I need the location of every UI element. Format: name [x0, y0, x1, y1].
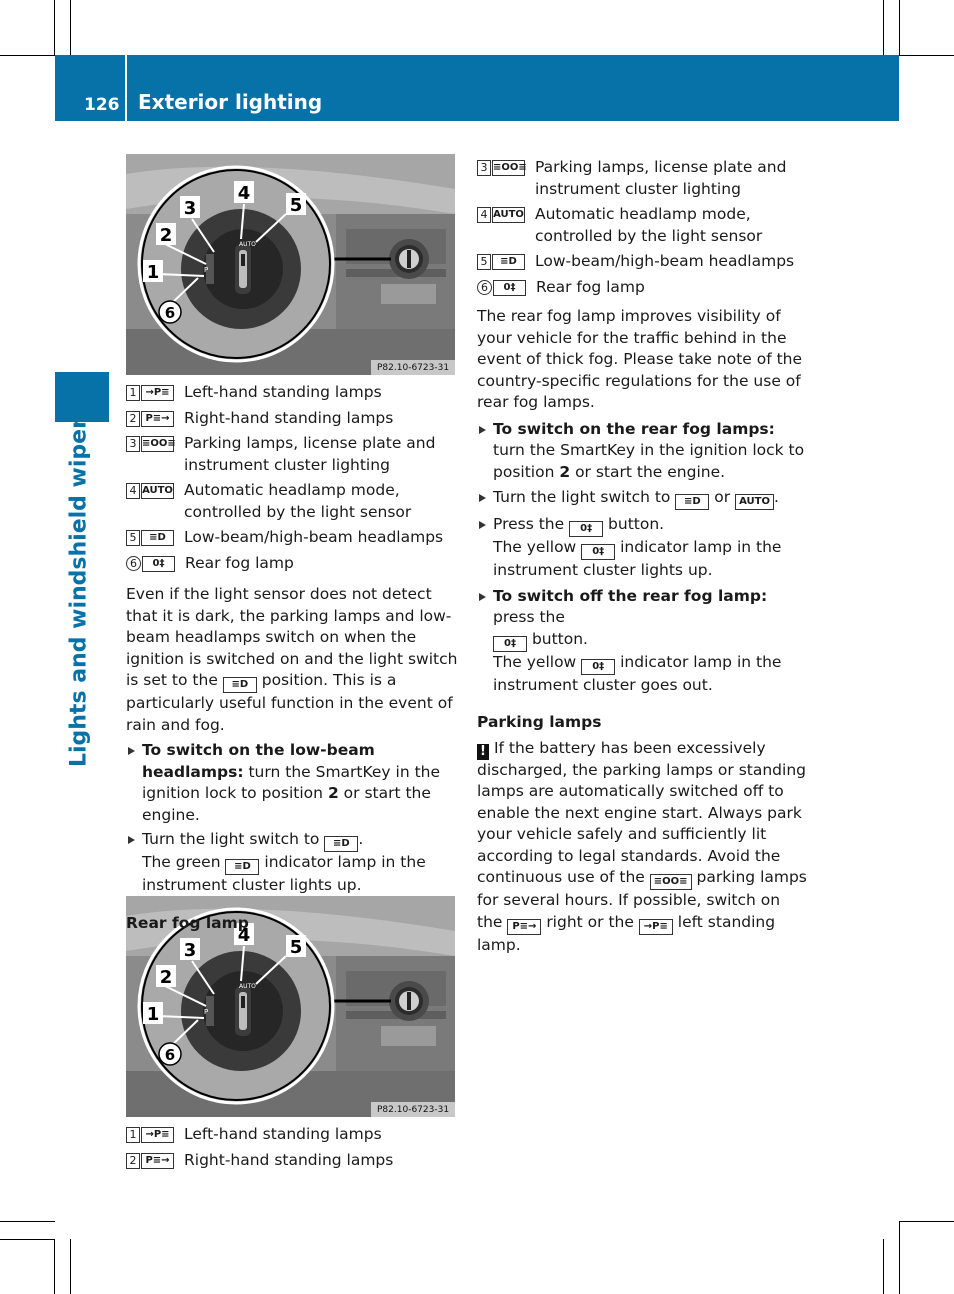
lowbeam-symbol-icon: ≡D — [225, 859, 259, 875]
fog-symbol-icon: 0‡ — [493, 636, 527, 652]
legend-symbol-icon: ≡OO≡ — [492, 160, 525, 176]
crop-mark — [899, 55, 954, 56]
crop-mark — [0, 1221, 55, 1222]
legend-item — [126, 1124, 458, 1146]
page-number: 126 — [84, 95, 120, 115]
header-divider — [125, 55, 127, 121]
legend-number: 1 — [126, 385, 140, 401]
svg-text:3: 3 — [183, 940, 197, 961]
svg-text:P: P — [204, 1008, 209, 1016]
legend-item — [477, 251, 809, 273]
legend-symbol-icon: P≡→ — [141, 1153, 174, 1169]
legend-item — [126, 408, 458, 430]
legend-item — [126, 527, 458, 549]
fog-symbol-icon: 0‡ — [581, 544, 615, 560]
step-arrow-icon — [479, 521, 486, 529]
svg-text:6: 6 — [164, 1046, 176, 1064]
legend-symbol-icon: ≡OO≡ — [141, 436, 174, 452]
legend-text: Rear fog lamp — [185, 553, 294, 572]
legend-number: 1 — [126, 1127, 140, 1143]
light-switch-figure-1 — [126, 154, 455, 375]
step-turn-switch: Turn the light switch to ≡D . The green ≡D indicator lamp in the instrument cluster lights up. — [126, 829, 458, 897]
svg-text:5: 5 — [289, 937, 303, 958]
crop-mark — [54, 0, 55, 55]
svg-text:1: 1 — [146, 1004, 160, 1025]
parking-heading: Parking lamps — [477, 713, 602, 731]
right-column — [477, 157, 809, 956]
legend-text: Left-hand standing lamps — [184, 383, 382, 401]
fog-symbol-icon: 0‡ — [569, 521, 603, 537]
step-fog-press: Press the 0‡ button. The yellow 0‡ indicator lamp in the instrument cluster lights up. — [477, 514, 809, 582]
switch-auto-label: AUTO — [239, 241, 256, 248]
legend-item — [126, 1150, 458, 1172]
section-tab-label: Lights and windshield wipers — [66, 404, 92, 768]
crop-mark — [70, 0, 71, 55]
right-standing-lamp-icon: P≡→ — [507, 919, 541, 935]
crop-mark — [0, 1239, 55, 1240]
crop-mark — [899, 1221, 900, 1294]
step-arrow-icon — [479, 426, 486, 434]
svg-text:P: P — [204, 266, 209, 274]
svg-text:2: 2 — [159, 967, 173, 988]
page-title: Exterior lighting — [138, 90, 323, 114]
legend-item — [477, 157, 809, 200]
svg-text:4: 4 — [237, 925, 251, 946]
legend-symbol-icon: →P≡ — [141, 385, 174, 401]
legend-text: Left-hand standing lamps — [184, 1125, 382, 1143]
step-fog-on: To switch on the rear fog lamps: turn the SmartKey in the ignition lock to position 2 or start the engine. — [477, 419, 809, 484]
legend-list — [477, 157, 809, 298]
left-standing-lamp-icon: →P≡ — [639, 919, 673, 935]
figure-caption: P82.10-6723-31 — [377, 363, 450, 373]
left-column-bottom — [126, 1124, 458, 1175]
parking-lamp-symbol-icon: ≡OO≡ — [650, 874, 692, 890]
step-arrow-icon — [479, 494, 486, 502]
svg-text:1: 1 — [146, 262, 160, 283]
legend-text: Right-hand standing lamps — [184, 408, 394, 427]
legend-symbol-icon: ≡D — [492, 254, 525, 270]
legend-number: 4 — [477, 207, 491, 223]
legend-item — [126, 382, 458, 404]
legend-list — [126, 1124, 458, 1171]
fog-symbol-icon: 0‡ — [581, 659, 615, 675]
switch-auto-label: AUTO — [239, 983, 256, 990]
svg-text:3: 3 — [183, 198, 197, 219]
legend-list — [126, 382, 458, 574]
legend-text: Low-beam/high-beam headlamps — [184, 528, 444, 546]
auto-symbol-icon: AUTO — [735, 494, 774, 510]
step-arrow-icon — [128, 747, 135, 755]
parking-warning: ! If the battery has been excessively discharged, the parking lamps or standing lamps are automatically switched off to enable the next engine start. Always park your vehicle safely and sufficiently lit according to legal standards. Avoid the continuous use of the ≡OO≡ parking lamps for several hours. If possible, switch on the P≡→ right or the →P≡ left standing lamp. — [477, 738, 807, 954]
step-fog-off: To switch off the rear fog lamp: press the 0‡ button. The yellow 0‡ indicator lamp in the instrument cluster goes out. — [477, 586, 809, 697]
legend-text: Parking lamps, license plate and instrument cluster lighting — [184, 434, 436, 474]
lowbeam-symbol-icon: ≡D — [675, 494, 709, 510]
legend-text: Low-beam/high-beam headlamps — [535, 252, 795, 270]
legend-text: Parking lamps, license plate and instrument cluster lighting — [535, 158, 787, 198]
crop-mark — [883, 1239, 884, 1294]
legend-number: 3 — [126, 436, 140, 452]
svg-text:6: 6 — [164, 304, 176, 322]
legend-item — [477, 277, 809, 299]
legend-number: 5 — [477, 254, 491, 270]
rear-fog-intro: The rear fog lamp improves visibility of your vehicle for the traffic behind in the event of thick fog. Please take note of the country-specific regulations for the use of rear fog lamps. — [477, 307, 803, 411]
legend-item — [126, 433, 458, 476]
svg-text:5: 5 — [289, 195, 303, 216]
legend-text: Right-hand standing lamps — [184, 1150, 394, 1169]
figure-caption: P82.10-6723-31 — [377, 1105, 450, 1115]
legend-item — [126, 480, 458, 523]
crop-mark — [899, 1221, 954, 1222]
warning-icon: ! — [477, 744, 489, 760]
legend-text: Automatic headlamp mode, controlled by the light sensor — [184, 481, 412, 521]
legend-item — [477, 204, 809, 247]
step-arrow-icon — [479, 593, 486, 601]
crop-mark — [0, 55, 55, 56]
crop-mark — [899, 0, 900, 55]
intro-paragraph: Even if the light sensor does not detect that it is dark, the parking lamps and low-beam headlamps switch on when the ignition is switched on and the light switch is set to the ≡D position. This is a particularly useful function in the event of rain and fog. — [126, 585, 458, 734]
left-column — [126, 382, 458, 934]
svg-text:4: 4 — [237, 183, 251, 204]
legend-number: 2 — [126, 411, 140, 427]
legend-text: Rear fog lamp — [536, 277, 645, 296]
rear-fog-heading: Rear fog lamp — [126, 913, 249, 932]
legend-symbol-icon: →P≡ — [141, 1127, 174, 1143]
legend-symbol-icon: 0‡ — [493, 280, 526, 296]
lowbeam-symbol-icon: ≡D — [223, 677, 257, 693]
legend-number: 6 — [477, 280, 492, 295]
legend-number: 4 — [126, 483, 140, 499]
step-arrow-icon — [128, 836, 135, 844]
light-switch-photo — [126, 154, 455, 375]
crop-mark — [883, 0, 884, 55]
legend-item — [126, 553, 458, 575]
legend-symbol-icon: AUTO — [141, 483, 174, 499]
legend-symbol-icon: ≡D — [141, 530, 174, 546]
crop-mark — [54, 1239, 55, 1294]
legend-symbol-icon: 0‡ — [142, 556, 175, 572]
step-lowbeam-on: To switch on the low-beam headlamps: turn the SmartKey in the ignition lock to position 2 or start the engine. — [126, 740, 458, 826]
legend-text: Automatic headlamp mode, controlled by the light sensor — [535, 205, 763, 245]
legend-number: 6 — [126, 556, 141, 571]
legend-symbol-icon: P≡→ — [141, 411, 174, 427]
crop-mark — [70, 1239, 71, 1294]
legend-number: 2 — [126, 1153, 140, 1169]
lowbeam-symbol-icon: ≡D — [324, 836, 358, 852]
legend-number: 5 — [126, 530, 140, 546]
legend-symbol-icon: AUTO — [492, 207, 525, 223]
step-fog-turn-switch: Turn the light switch to ≡D or AUTO . — [477, 487, 809, 510]
svg-text:2: 2 — [159, 225, 173, 246]
legend-number: 3 — [477, 160, 491, 176]
